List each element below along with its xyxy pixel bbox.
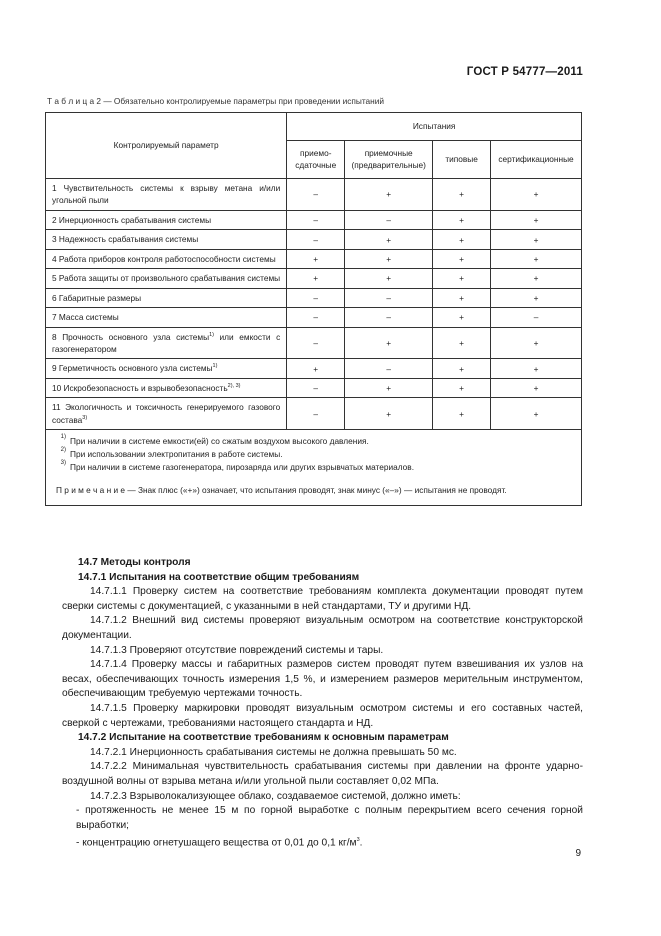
parameters-table-wrapper xyxy=(45,112,582,506)
mark-certification: + xyxy=(491,230,582,249)
mark-certification: – xyxy=(491,308,582,327)
paragraph-14-7-1-1: 14.7.1.1 Проверку систем на соответствие требованиям комплекта документации проводят путем сверки системы с документацией, с указанными в ней стандартами, ТУ и другими НД. xyxy=(62,586,583,612)
parameter-cell xyxy=(46,269,287,288)
parameters-table xyxy=(45,112,582,506)
parameter-cell xyxy=(46,327,287,359)
table-row xyxy=(46,179,582,211)
parameter-text: 8 Прочность основного узла системы xyxy=(52,331,210,342)
mark-acceptance-preliminary: – xyxy=(345,359,433,378)
parameter-cell xyxy=(46,230,287,249)
mark-acceptance-delivery: – xyxy=(287,398,345,430)
mark-certification: + xyxy=(491,327,582,359)
footnote xyxy=(56,435,575,448)
mark-acceptance-preliminary: – xyxy=(345,308,433,327)
mark-acceptance-preliminary: – xyxy=(345,210,433,229)
mark-type: + xyxy=(433,359,491,378)
mark-type: + xyxy=(433,288,491,307)
mark-acceptance-delivery: – xyxy=(287,308,345,327)
footnote-text: При наличии в системе емкости(ей) со сжатым воздухом высокого давления. xyxy=(70,436,369,447)
paragraph-14-7-1-3: 14.7.1.3 Проверяют отсутствие повреждений системы и тары. xyxy=(90,644,384,656)
mark-type: + xyxy=(433,210,491,229)
mark-acceptance-preliminary: + xyxy=(345,327,433,359)
paragraph-14-7-2-3: 14.7.2.3 Взрыволокализующее облако, создаваемое системой, должно иметь: xyxy=(90,790,461,802)
mark-certification: + xyxy=(491,179,582,211)
parameter-text: 9 Герметичность основного узла системы xyxy=(52,363,213,374)
mark-acceptance-delivery: + xyxy=(287,269,345,288)
unit-exponent: 3 xyxy=(356,837,360,844)
parameter-cell xyxy=(46,378,287,397)
footnote xyxy=(56,448,575,461)
column-header-parameter: Контролируемый параметр xyxy=(46,113,287,179)
mark-acceptance-delivery: – xyxy=(287,210,345,229)
mark-acceptance-delivery: – xyxy=(287,288,345,307)
footnote-number: 3) xyxy=(60,459,66,466)
heading-14-7-1: 14.7.1 Испытания на соответствие общим требованиям xyxy=(78,571,360,583)
mark-acceptance-delivery: – xyxy=(287,327,345,359)
table-row xyxy=(46,308,582,327)
parameter-text: 6 Габаритные размеры xyxy=(52,292,142,303)
paragraph-14-7-1-5: 14.7.1.5 Проверку маркировки проводят визуальным осмотром системы и его составных частей, сверкой с чертежами, требованиями настоящего стандарта и НД. xyxy=(62,702,583,729)
column-group-header-tests: Испытания xyxy=(287,113,582,141)
parameter-text: 3 Надежность срабатывания системы xyxy=(52,234,199,245)
parameter-text: 1 Чувствительность системы к взрыву метана и/или угольной пыли xyxy=(52,183,281,206)
heading-14-7-2: 14.7.2 Испытание на соответствие требованиям к основным параметрам xyxy=(78,732,449,744)
footnote-number: 1) xyxy=(60,434,66,441)
parameter-text: 5 Работа защиты от произвольного срабатывания системы xyxy=(52,273,281,284)
mark-certification: + xyxy=(491,378,582,397)
footnote-text: При использовании электропитания в работе системы. xyxy=(70,448,283,459)
table-row xyxy=(46,378,582,397)
parameter-cell xyxy=(46,308,287,327)
table-row xyxy=(46,359,582,378)
paragraph-14-7-1-4: 14.7.1.4 Проверку массы и габаритных размеров систем проводят путем взвешивания их узлов на весах, обеспечивающих точность измерения 1,5 %, и измерением размеров мерительным инструментом, обеспечивающим требуемую чертежами точность. xyxy=(62,659,583,700)
parameter-cell xyxy=(46,210,287,229)
footnote-text: При наличии в системе газогенератора, пирозаряда или других взрывчатых материалов. xyxy=(70,461,415,472)
mark-certification: + xyxy=(491,249,582,268)
mark-acceptance-preliminary: + xyxy=(345,269,433,288)
parameter-text: 4 Работа приборов контроля работоспособности системы xyxy=(52,253,276,264)
mark-certification: + xyxy=(491,288,582,307)
section-text xyxy=(62,556,583,851)
table-caption: Т а б л и ц а 2 — Обязательно контролируемые параметры при проведении испытаний xyxy=(47,96,385,106)
paragraph-14-7-1-2: 14.7.1.2 Внешний вид системы проверяют визуальным осмотром на соответствие конструкторской документации. xyxy=(62,615,583,641)
parameter-cell xyxy=(46,288,287,307)
footnote xyxy=(56,461,575,474)
table-row xyxy=(46,269,582,288)
page-number: 9 xyxy=(575,848,581,859)
parameter-cell xyxy=(46,359,287,378)
mark-certification: + xyxy=(491,269,582,288)
footnote-ref: 3) xyxy=(82,414,88,421)
mark-acceptance-delivery: – xyxy=(287,230,345,249)
mark-type: + xyxy=(433,269,491,288)
mark-acceptance-preliminary: – xyxy=(345,288,433,307)
parameter-text-suffix: или емкости с газогенератором xyxy=(52,331,281,354)
mark-certification: + xyxy=(491,398,582,430)
mark-acceptance-preliminary: + xyxy=(345,398,433,430)
parameter-cell xyxy=(46,398,287,430)
table-row xyxy=(46,230,582,249)
column-header-type: типовые xyxy=(433,141,491,179)
mark-type: + xyxy=(433,327,491,359)
mark-type: + xyxy=(433,378,491,397)
footnote-number: 2) xyxy=(60,446,66,453)
column-header-certification: сертификационные xyxy=(491,141,582,179)
table-row xyxy=(46,249,582,268)
parameter-text: 11 Экологичность и токсичность генерируемого газового состава xyxy=(52,402,281,425)
column-header-acceptance-preliminary: приемочные (предварительные) xyxy=(345,141,433,179)
table-row xyxy=(46,398,582,430)
parameter-text: 10 Искробезопасность и взрывобезопасность xyxy=(52,382,228,393)
parameter-text: 2 Инерционность срабатывания системы xyxy=(52,214,212,225)
mark-acceptance-preliminary: + xyxy=(345,230,433,249)
mark-acceptance-preliminary: + xyxy=(345,249,433,268)
mark-type: + xyxy=(433,308,491,327)
document-code: ГОСТ Р 54777—2011 xyxy=(466,66,583,78)
paragraph-14-7-2-2: 14.7.2.2 Минимальная чувствительность срабатывания системы при давлении на фронте ударно-воздушной волны от взрыва метана и/или угольной пыли составляет 0,02 МПа. xyxy=(62,761,583,787)
mark-acceptance-delivery: – xyxy=(287,179,345,211)
heading-14-7: 14.7 Методы контроля xyxy=(78,557,191,568)
table-body xyxy=(46,179,582,430)
footnote-ref: 2), 3) xyxy=(227,383,241,390)
mark-certification: + xyxy=(491,359,582,378)
mark-type: + xyxy=(433,230,491,249)
footnotes-list xyxy=(56,435,575,474)
mark-certification: + xyxy=(491,210,582,229)
list-item-concentration-end: . xyxy=(359,837,363,849)
table-note: П р и м е ч а н и е — Знак плюс («+») означает, что испытания проводят, знак минус («–») — испытания не проводят. xyxy=(56,484,507,495)
parameter-cell xyxy=(46,249,287,268)
list-item-length: - протяженность не менее 15 м по горной выработке с полным перекрытием всего сечения горной выработки; xyxy=(76,805,583,831)
list-item-concentration-text: - концентрацию огнетушащего вещества от 0,01 до 0,1 кг/м xyxy=(76,837,357,849)
table-row xyxy=(46,210,582,229)
mark-acceptance-delivery: + xyxy=(287,359,345,378)
mark-acceptance-preliminary: + xyxy=(345,179,433,211)
column-header-acceptance-delivery: приемо- сдаточные xyxy=(287,141,345,179)
parameter-cell xyxy=(46,179,287,211)
footnote-ref: 1) xyxy=(212,363,218,370)
parameter-text: 7 Масса системы xyxy=(52,312,119,323)
paragraph-14-7-2-1: 14.7.2.1 Инерционность срабатывания системы не должна превышать 50 мс. xyxy=(90,746,457,758)
mark-type: + xyxy=(433,398,491,430)
list-item-concentration xyxy=(62,833,583,851)
table-notes xyxy=(46,430,582,505)
table-row xyxy=(46,327,582,359)
mark-acceptance-delivery: – xyxy=(287,378,345,397)
footnote-ref: 1) xyxy=(209,331,214,338)
mark-type: + xyxy=(433,249,491,268)
mark-acceptance-preliminary: + xyxy=(345,378,433,397)
table-row xyxy=(46,288,582,307)
mark-acceptance-delivery: + xyxy=(287,249,345,268)
mark-type: + xyxy=(433,179,491,211)
